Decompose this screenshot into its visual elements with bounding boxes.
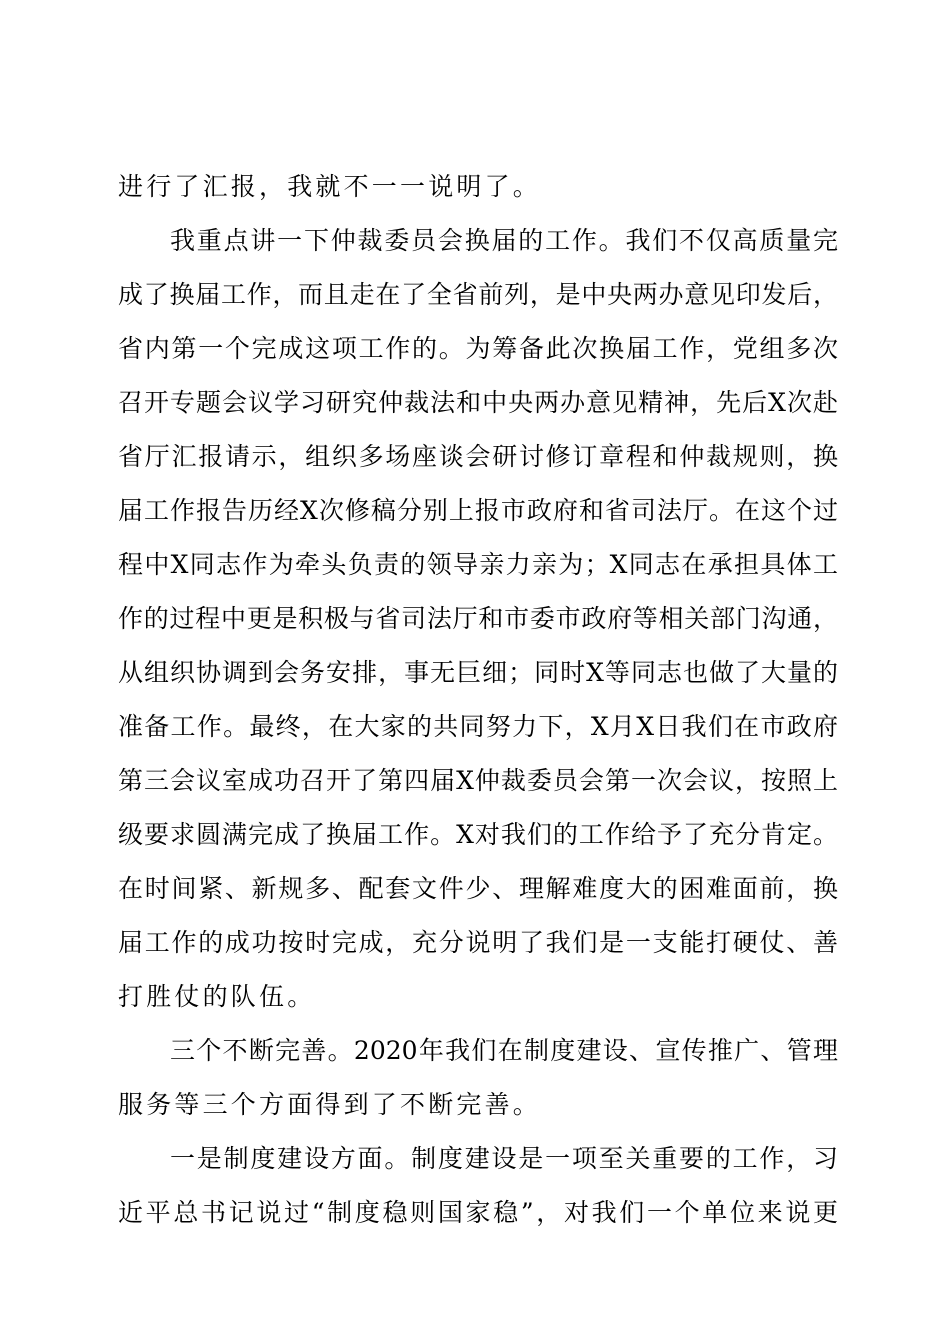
text-line: 进行了汇报，我就不一一说明了。 [118, 172, 542, 201]
text-line: 召开专题会议学习研究仲裁法和中央两办意见精神，先后X次赴 [118, 388, 838, 417]
text-line: 我重点讲一下仲裁委员会换届的工作。我们不仅高质量完 [170, 226, 838, 255]
text-line: 一是制度建设方面。制度建设是一项至关重要的工作，习 [170, 1144, 838, 1173]
text-line: 级要求圆满完成了换届工作。X对我们的工作给予了充分肯定。 [118, 820, 838, 849]
text-line: 第三会议室成功召开了第四届X仲裁委员会第一次会议，按照上 [118, 766, 838, 795]
text-line: 在时间紧、新规多、配套文件少、理解难度大的困难面前，换 [118, 874, 838, 903]
text-line: 打胜仗的队伍。 [118, 982, 316, 1011]
text-line: 作的过程中更是积极与省司法厅和市委市政府等相关部门沟通， [118, 604, 838, 633]
text-line: 三个不断完善。2020年我们在制度建设、宣传推广、管理 [170, 1036, 838, 1065]
text-line: 成了换届工作，而且走在了全省前列，是中央两办意见印发后， [118, 280, 838, 309]
text-line: 服务等三个方面得到了不断完善。 [118, 1090, 542, 1119]
text-line: 准备工作。最终，在大家的共同努力下，X月X日我们在市政府 [118, 712, 838, 741]
text-line: 省厅汇报请示，组织多场座谈会研讨修订章程和仲裁规则，换 [118, 442, 838, 471]
text-line: 届工作报告历经X次修稿分别上报市政府和省司法厅。在这个过 [118, 496, 838, 525]
text-line: 届工作的成功按时完成，充分说明了我们是一支能打硬仗、善 [118, 928, 838, 957]
text-line: 程中X同志作为牵头负责的领导亲力亲为；X同志在承担具体工 [118, 550, 838, 579]
text-line: 省内第一个完成这项工作的。为筹备此次换届工作，党组多次 [118, 334, 838, 363]
body-text [118, 160, 838, 1240]
text-line: 近平总书记说过“制度稳则国家稳”，对我们一个单位来说更 [118, 1198, 838, 1227]
text-line: 从组织协调到会务安排，事无巨细；同时X等同志也做了大量的 [118, 658, 838, 687]
